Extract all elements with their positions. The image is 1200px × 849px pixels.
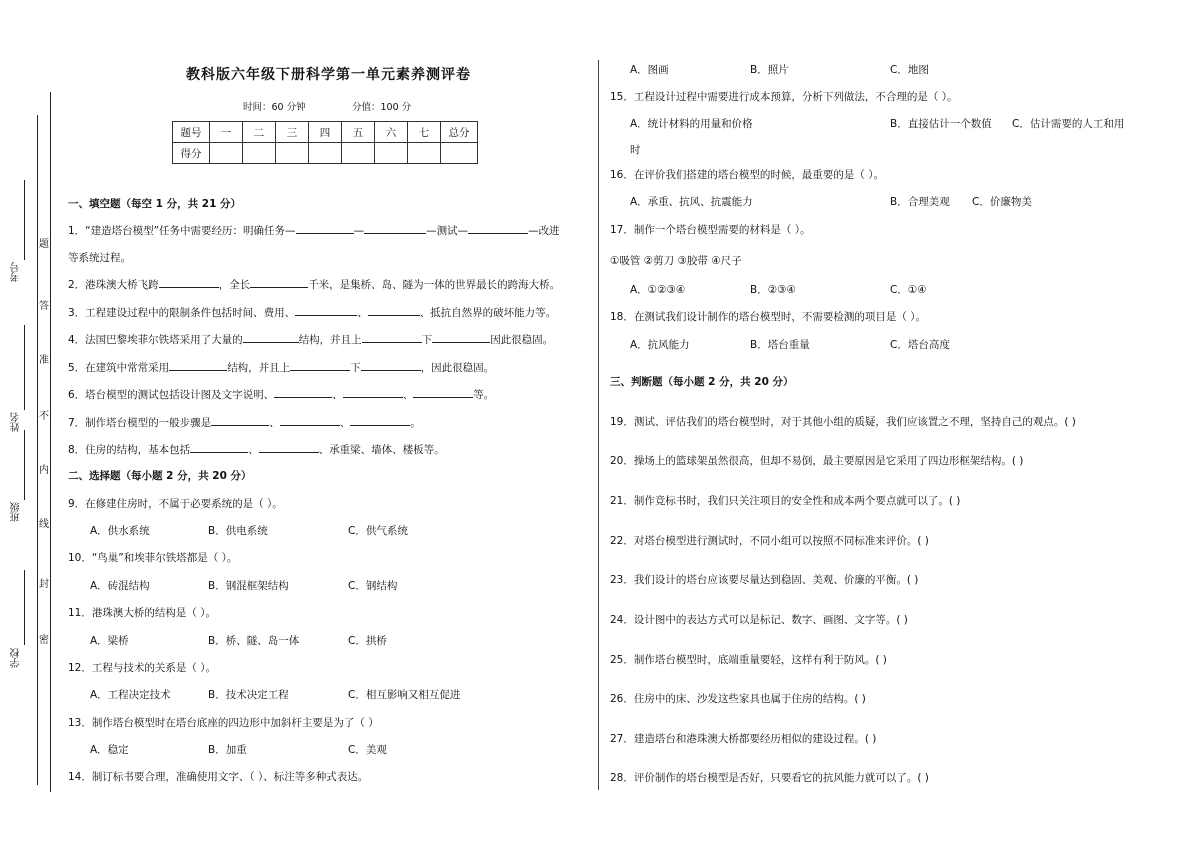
- question-17: 17．制作一个塔台模型需要的材料是（ ）。: [610, 224, 811, 236]
- answer-blank[interactable]: [343, 387, 403, 398]
- score-table: [172, 121, 478, 164]
- question-3: [68, 305, 556, 320]
- question-10: 10．“鸟巢”和埃菲尔铁塔都是（ ）。: [68, 552, 238, 564]
- score-input-cell[interactable]: [342, 143, 375, 164]
- score-header-cell: 五: [342, 122, 375, 143]
- answer-blank[interactable]: [295, 305, 357, 316]
- option[interactable]: B．桥、隧、岛一体: [208, 635, 300, 647]
- answer-blank[interactable]: [290, 360, 350, 371]
- answer-blank[interactable]: [432, 332, 490, 343]
- page-title: 教科版六年级下册科学第一单元素养测评卷: [186, 67, 471, 83]
- seal-char: 答: [39, 301, 49, 312]
- answer-blank[interactable]: [362, 332, 422, 343]
- option[interactable]: B．供电系统: [208, 525, 268, 537]
- tf-question: 28．评价制作的塔台模型是否好，只要看它的抗风能力就可以了。( ): [610, 772, 929, 784]
- option[interactable]: C．钢结构: [348, 580, 398, 592]
- answer-blank[interactable]: [361, 360, 421, 371]
- option[interactable]: B．技术决定工程: [208, 689, 289, 701]
- option[interactable]: C．地图: [890, 64, 929, 76]
- field-label-class: 班级: [11, 502, 22, 522]
- tf-question: 22．对塔台模型进行测试时，不同小组可以按照不同标准来评价。( ): [610, 535, 929, 547]
- option[interactable]: A．稳定: [90, 744, 129, 756]
- score-header-cell: 二: [243, 122, 276, 143]
- seal-char: 题: [39, 239, 49, 250]
- option[interactable]: C．塔台高度: [890, 339, 950, 351]
- q-text: 、: [332, 389, 343, 401]
- option[interactable]: C．供气系统: [348, 525, 408, 537]
- answer-blank[interactable]: [280, 415, 340, 426]
- score-input-cell[interactable]: [276, 143, 309, 164]
- question-18: 18．在测试我们设计制作的塔台模型时，不需要检测的项目是（ ）。: [610, 311, 926, 323]
- score-input-cell[interactable]: [309, 143, 342, 164]
- tf-question: 25．制作塔台模型时，底端重量要轻，这样有利于防风。( ): [610, 654, 887, 666]
- q-text: 、: [357, 307, 368, 319]
- option[interactable]: C．价廉物美: [972, 196, 1032, 208]
- field-line-kaohao[interactable]: [24, 180, 25, 260]
- question-2: [68, 277, 560, 292]
- q-text: 、: [402, 389, 414, 401]
- option[interactable]: A．承重、抗风、抗震能力: [630, 196, 753, 208]
- seal-char: 密: [39, 635, 49, 646]
- q-text: 。: [410, 417, 421, 429]
- question-4: [68, 332, 553, 347]
- q-text: 2．港珠澳大桥飞跨: [68, 279, 159, 291]
- option[interactable]: B．加重: [208, 744, 247, 756]
- score-header-cell: 一: [210, 122, 243, 143]
- question-1-cont: 等系统过程。: [68, 252, 131, 264]
- q-text: 3．工程建设过程中的限制条件包括时间、费用、: [68, 307, 296, 319]
- option[interactable]: C．估计需要的人工和用: [1012, 118, 1125, 130]
- option[interactable]: C．相互影响又相互促进: [348, 689, 461, 701]
- answer-blank[interactable]: [413, 387, 473, 398]
- q-text: 、承重梁、墙体、楼板等。: [318, 444, 445, 456]
- answer-blank[interactable]: [296, 223, 354, 234]
- q-text: 结构，并且上: [227, 362, 291, 374]
- question-6: [68, 387, 494, 402]
- tf-question: 19．测试、评估我们的塔台模型时，对于其他小组的质疑，我们应该置之不理，坚持自己的观点。( ): [610, 416, 1076, 428]
- q-text: 、抵抗自然界的破坏能力等。: [419, 307, 557, 319]
- option[interactable]: B．照片: [750, 64, 789, 76]
- score-header-cell: 七: [408, 122, 441, 143]
- section-heading-fill: 一、填空题（每空 1 分，共 21 分）: [68, 198, 242, 210]
- question-14: 14．制订标书要合理，准确使用文字、（ ）、标注等多种式表达。: [68, 771, 369, 783]
- option[interactable]: A．统计材料的用量和价格: [630, 118, 753, 130]
- field-label-name: 姓名: [11, 412, 22, 432]
- q-text: ，全长: [218, 279, 251, 291]
- time-limit: 时间：60 分钟: [243, 102, 306, 113]
- total-score: 分值：100 分: [352, 102, 412, 113]
- q-text: —: [353, 225, 365, 237]
- score-header-cell: 题号: [173, 122, 210, 143]
- option[interactable]: B．合理美观: [890, 196, 950, 208]
- q-text: 8．住房的结构，基本包括: [68, 444, 191, 456]
- field-label-school: 学校: [11, 648, 22, 668]
- section-heading-choice: 二、选择题（每小题 2 分，共 20 分）: [68, 470, 252, 482]
- answer-blank[interactable]: [243, 332, 299, 343]
- binding-line-inner: [50, 92, 51, 792]
- option-continuation: 时: [630, 144, 641, 156]
- option[interactable]: C．拱桥: [348, 635, 387, 647]
- score-header-cell: 总分: [441, 122, 478, 143]
- option[interactable]: B．②③④: [750, 284, 796, 296]
- tf-question: 21．制作竞标书时，我们只关注项目的安全性和成本两个要点就可以了。( ): [610, 495, 961, 507]
- q-text: 结构，并且上: [298, 334, 362, 346]
- section-heading-judge: 三、判断题（每小题 2 分，共 20 分）: [610, 376, 794, 388]
- seal-char: 线: [39, 519, 49, 530]
- q-text: —改进: [528, 225, 560, 237]
- answer-blank[interactable]: [368, 305, 420, 316]
- answer-blank[interactable]: [350, 415, 410, 426]
- question-11: 11．港珠澳大桥的结构是（ ）。: [68, 607, 216, 619]
- answer-blank[interactable]: [250, 277, 308, 288]
- question-12: 12．工程与技术的关系是（ ）。: [68, 662, 216, 674]
- q-text: 等。: [473, 389, 495, 401]
- q-text: 、: [339, 417, 351, 429]
- tf-question: 27．建造塔台和港珠澳大桥都要经历相似的建设过程。( ): [610, 733, 877, 745]
- option[interactable]: A．砖混结构: [90, 580, 150, 592]
- q-text: ，因此很稳固。: [420, 362, 495, 374]
- seal-char: 不: [39, 411, 49, 422]
- option[interactable]: B．钢混框架结构: [208, 580, 289, 592]
- question-15: 15．工程设计过程中需要进行成本预算，分析下列做法，不合理的是（ ）。: [610, 91, 958, 103]
- answer-blank[interactable]: [169, 360, 227, 371]
- binding-line-outer: [37, 115, 38, 785]
- q-text: 因此很稳固。: [490, 334, 554, 346]
- option[interactable]: A．梁桥: [90, 635, 129, 647]
- score-header-cell: 四: [309, 122, 342, 143]
- question-13: 13．制作塔台模型时在塔台底座的四边形中加斜杆主要是为了（ ）: [68, 717, 379, 729]
- seal-char: 内: [39, 465, 49, 476]
- field-label-kaohao: 考号: [11, 262, 22, 282]
- answer-blank[interactable]: [274, 387, 332, 398]
- score-input-cell[interactable]: [408, 143, 441, 164]
- answer-blank[interactable]: [468, 223, 528, 234]
- field-line-school[interactable]: [24, 570, 25, 645]
- q-text: 4．法国巴黎埃菲尔铁塔采用了大量的: [68, 334, 243, 346]
- option[interactable]: C．①④: [890, 284, 927, 296]
- q-text: 下: [421, 334, 433, 346]
- score-input-cell[interactable]: [243, 143, 276, 164]
- score-table-header-row: [173, 122, 478, 143]
- q-text: 1．“建造塔台模型”任务中需要经历：明确任务—: [68, 225, 296, 237]
- q-text: 5．在建筑中常常采用: [68, 362, 170, 374]
- score-row-label: 得分: [173, 143, 210, 164]
- column-divider: [598, 60, 599, 790]
- option[interactable]: A．①②③④: [630, 284, 686, 296]
- answer-blank[interactable]: [259, 442, 319, 453]
- question-16: 16．在评价我们搭建的塔台模型的时候，最重要的是（ ）。: [610, 169, 884, 181]
- score-table-score-row: [173, 143, 478, 164]
- answer-blank[interactable]: [159, 277, 219, 288]
- answer-blank[interactable]: [364, 223, 426, 234]
- seal-char: 准: [39, 355, 49, 366]
- score-input-cell[interactable]: [441, 143, 478, 164]
- option[interactable]: A．供水系统: [90, 525, 150, 537]
- question-8: [68, 442, 445, 457]
- answer-blank[interactable]: [211, 415, 269, 426]
- option[interactable]: A．工程决定技术: [90, 689, 171, 701]
- score-input-cell[interactable]: [210, 143, 243, 164]
- q-text: 7．制作塔台模型的一般步骤是: [68, 417, 212, 429]
- q-text: 6．塔台模型的测试包括设计图及文字说明、: [68, 389, 275, 401]
- q-text: 千米，是集桥、岛、隧为一体的世界最长的跨海大桥。: [308, 279, 561, 291]
- seal-char: 封: [39, 579, 49, 590]
- score-header-cell: 六: [375, 122, 408, 143]
- option[interactable]: A．抗风能力: [630, 339, 690, 351]
- question-9: 9．在修建住房时，不属于必要系统的是（ ）。: [68, 498, 283, 510]
- field-line-name[interactable]: [24, 325, 25, 410]
- q-text: 、: [269, 417, 280, 429]
- tf-question: 20．操场上的篮球架虽然很高，但却不易倒，最主要原因是它采用了四边形框架结构。( ): [610, 455, 1024, 467]
- field-line-class[interactable]: [24, 430, 25, 500]
- answer-blank[interactable]: [190, 442, 248, 453]
- tf-question: 23．我们设计的塔台应该要尽量达到稳固、美观、价廉的平衡。( ): [610, 574, 919, 586]
- tf-question: 26．住房中的床、沙发这些家具也属于住房的结构。( ): [610, 693, 866, 705]
- q-text: 下: [350, 362, 361, 374]
- score-input-cell[interactable]: [375, 143, 408, 164]
- option[interactable]: B．塔台重量: [750, 339, 810, 351]
- question-17-materials: ①吸管 ②剪刀 ③胶带 ④尺子: [610, 255, 742, 267]
- q-text: 、: [248, 444, 259, 456]
- score-header-cell: 三: [276, 122, 309, 143]
- question-7: [68, 415, 421, 430]
- option[interactable]: C．美观: [348, 744, 387, 756]
- option[interactable]: A．图画: [630, 64, 669, 76]
- tf-question: 24．设计图中的表达方式可以是标记、数字、画图、文字等。( ): [610, 614, 908, 626]
- question-1: [68, 223, 560, 238]
- option[interactable]: B．直接估计一个数值: [890, 118, 992, 130]
- question-5: [68, 360, 494, 375]
- q-text: —测试—: [426, 225, 469, 237]
